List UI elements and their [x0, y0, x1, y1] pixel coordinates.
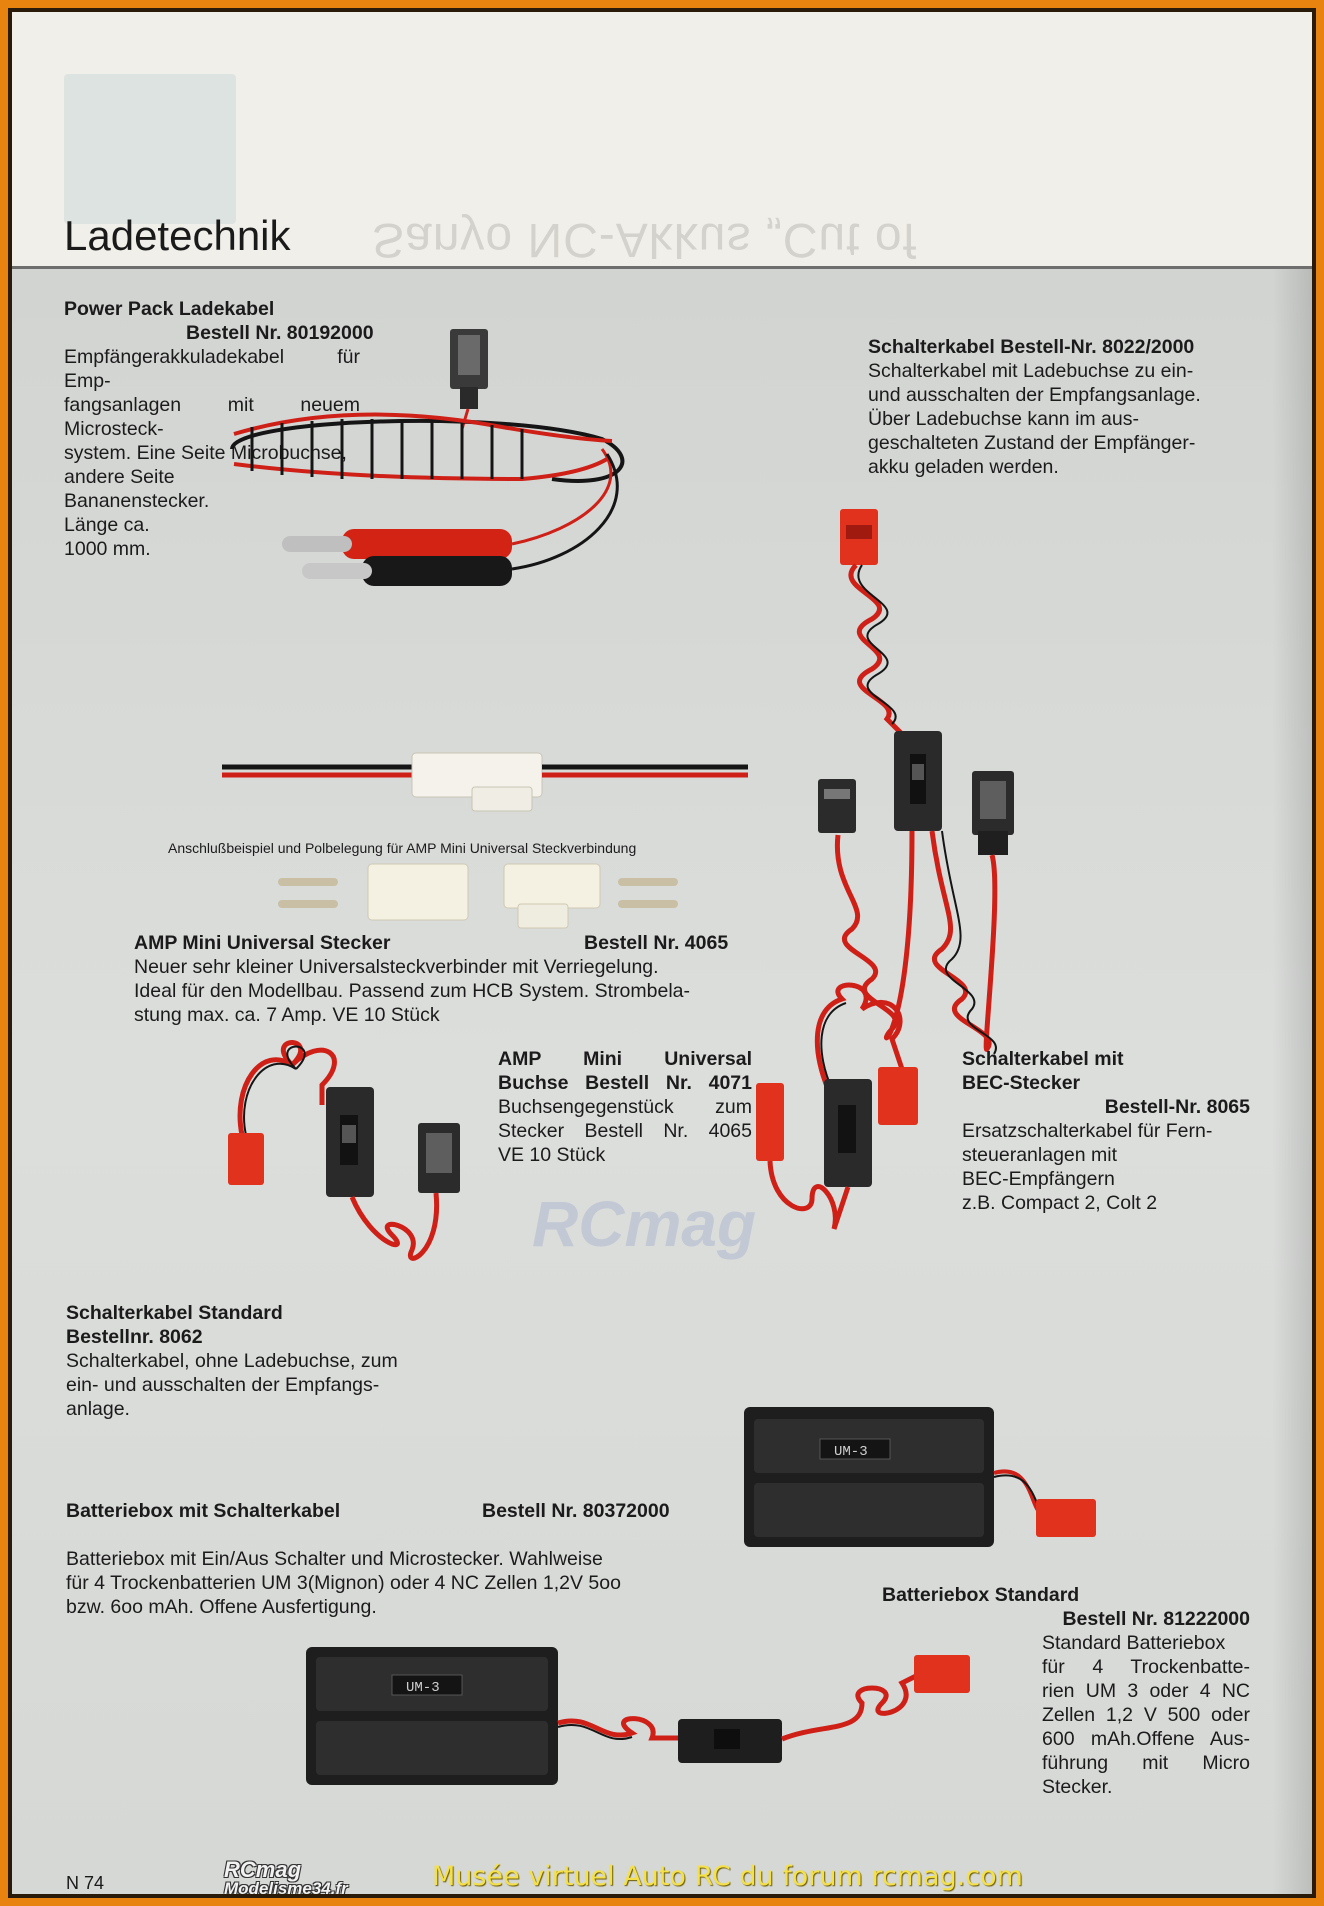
amp-buchse-description [498, 1095, 752, 1167]
batteriebox-standard-line: für 4 Trockenbatte- [1042, 1656, 1250, 1678]
schalter-ladebuchse-line: und ausschalten der Empfangsanlage. [868, 384, 1201, 406]
standard-order: Bestellnr. 8062 [66, 1326, 203, 1348]
power-pack-line: fangsanlagen mit neuem Microsteck- [64, 394, 360, 440]
rcmag-logo: RCmag [224, 1857, 302, 1882]
schalter-ladebuchse-line: akku geladen werden. [868, 456, 1059, 478]
amp-buchse-line: Buchsengegenstück zum [498, 1096, 752, 1118]
modelisme-logo: Modelisme34.fr [224, 1879, 348, 1894]
box-label: UM-3 [406, 1680, 440, 1696]
standard-description [66, 1349, 446, 1421]
standard-line: ein- und ausschalten der Empfangs- [66, 1374, 380, 1396]
amp-buchse-title2: Buchse Bestell Nr. 4071 [498, 1072, 752, 1094]
batteriebox-schalter-line: für 4 Trockenbatterien UM 3(Mignon) oder 4 NC Zellen 1,2V 5oo [66, 1572, 621, 1594]
amp-stecker-order: Bestell Nr. 4065 [584, 932, 729, 954]
batteriebox-standard-line: führung mit Micro [1042, 1752, 1250, 1774]
page-header [12, 12, 1312, 269]
amp-stecker-line: Ideal für den Modellbau. Passend zum HCB System. Strombela- [134, 980, 691, 1002]
amp-parts-image [268, 854, 708, 934]
power-pack-line: Empfängerakkuladekabel für Emp- [64, 346, 360, 392]
bec-description [962, 1119, 1252, 1215]
page-number: N 74 [66, 1873, 105, 1893]
page-curl-shadow [1272, 269, 1312, 1894]
batteriebox-standard-line: 600 mAh.Offene Aus- [1042, 1728, 1250, 1750]
batteriebox-standard-title: Batteriebox Standard [882, 1584, 1080, 1606]
batteriebox-standard-order: Bestell Nr. 81222000 [1062, 1608, 1250, 1630]
ghost-icon-box [64, 74, 236, 224]
page-title: Ladetechnik [64, 212, 291, 259]
amp-stecker-line: Neuer sehr kleiner Universalsteckverbinder mit Verriegelung. [134, 956, 659, 978]
amp-buchse-line: VE 10 Stück [498, 1144, 606, 1166]
bec-line: z.B. Compact 2, Colt 2 [962, 1192, 1158, 1214]
batteriebox-schalter-order: Bestell Nr. 80372000 [482, 1500, 670, 1522]
batteriebox-schalter-line: bzw. 6oo mAh. Offene Ausfertigung. [66, 1596, 377, 1618]
amp-buchse-line: Stecker Bestell Nr. 4065 [498, 1120, 752, 1142]
standard-line: anlage. [66, 1398, 130, 1420]
batteriebox-schalter-line: Batteriebox mit Ein/Aus Schalter und Microstecker. Wahlweise [66, 1548, 603, 1570]
ghost-heading: Sanyo NC-Akkus „Cut of [372, 213, 917, 266]
amp-stecker-description [134, 955, 774, 1027]
bec-line: BEC-Empfängern [962, 1168, 1115, 1190]
bec-title1: Schalterkabel mit [962, 1048, 1124, 1070]
batteriebox-standard-image [740, 1403, 1140, 1553]
power-pack-title: Power Pack Ladekabel [64, 298, 275, 320]
bec-order: Bestell-Nr. 8065 [1104, 1096, 1250, 1118]
schalter-ladebuchse-description [868, 359, 1238, 479]
schalter-ladebuchse-title: Schalterkabel Bestell-Nr. 8022/2000 [868, 336, 1195, 358]
power-pack-line: Länge ca. [64, 514, 150, 536]
power-pack-line: andere Seite [64, 466, 175, 488]
bec-title2: BEC-Stecker [962, 1072, 1081, 1094]
amp-caption: Anschlußbeispiel und Polbelegung für AMP Mini Universal Steckverbindung [168, 840, 637, 856]
museum-watermark: Musée virtuel Auto RC du forum rcmag.com [432, 1861, 1023, 1892]
standard-line: Schalterkabel, ohne Ladebuchse, zum [66, 1350, 398, 1372]
amp-connector-image [222, 739, 762, 819]
bec-line: Ersatzschalterkabel für Fern- [962, 1120, 1213, 1142]
batteriebox-schalter-description [66, 1547, 706, 1619]
power-pack-line: Bananenstecker. [64, 490, 210, 512]
batteriebox-standard-line: Standard Batteriebox [1042, 1632, 1226, 1654]
schalter-ladebuchse-line: Schalterkabel mit Ladebuchse zu ein- [868, 360, 1194, 382]
catalog-page [12, 12, 1312, 1894]
amp-buchse-title1: AMP Mini Universal [498, 1048, 752, 1070]
power-pack-order: Bestell Nr. 80192000 [186, 322, 374, 344]
box-label: UM-3 [834, 1444, 868, 1460]
batteriebox-schalter-image [302, 1643, 1002, 1793]
amp-stecker-title: AMP Mini Universal Stecker [134, 932, 391, 954]
power-pack-line: 1000 mm. [64, 538, 151, 560]
batteriebox-standard-line: rien UM 3 oder 4 NC [1042, 1680, 1250, 1702]
power-pack-cable-image [222, 329, 642, 599]
schalter-standard-image [222, 1025, 482, 1265]
amp-stecker-line: stung max. ca. 7 Amp. VE 10 Stück [134, 1004, 440, 1026]
schalter-ladebuchse-line: geschalteten Zustand der Empfänger- [868, 432, 1196, 454]
center-watermark: RCmag [532, 1188, 757, 1260]
batteriebox-schalter-title: Batteriebox mit Schalterkabel [66, 1500, 341, 1522]
page-content [12, 269, 1312, 1894]
standard-title: Schalterkabel Standard [66, 1302, 283, 1324]
bec-line: steueranlagen mit [962, 1144, 1118, 1166]
batteriebox-standard-description [1042, 1631, 1250, 1799]
schalter-ladebuchse-line: Über Ladebuchse kann im aus- [868, 408, 1139, 430]
bec-switch-image [752, 969, 932, 1249]
batteriebox-standard-line: Zellen 1,2 V 500 oder [1042, 1704, 1250, 1726]
batteriebox-standard-line: Stecker. [1042, 1776, 1113, 1798]
power-pack-line: system. Eine Seite Microbuchse, [64, 442, 347, 464]
